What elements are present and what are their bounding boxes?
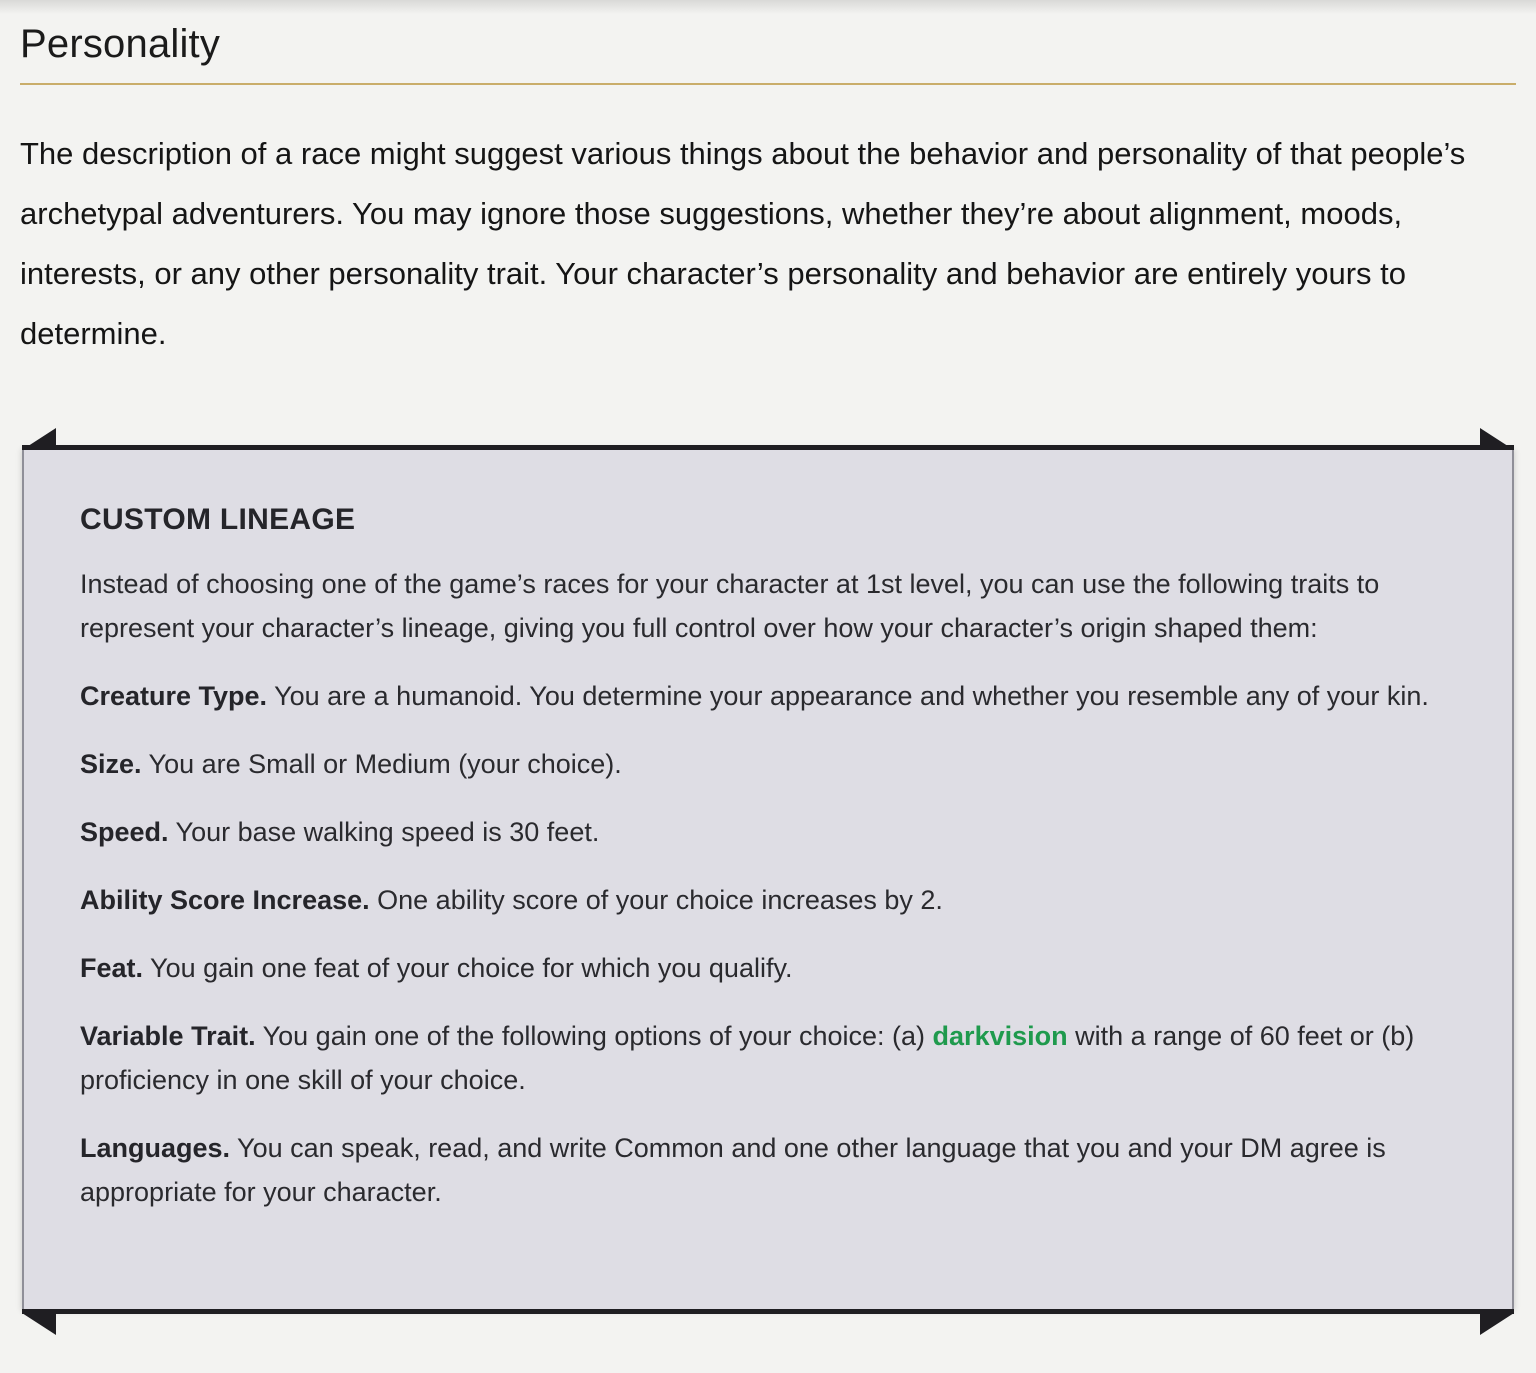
trait-name: Size. bbox=[80, 749, 142, 779]
trait-name: Ability Score Increase. bbox=[80, 885, 370, 915]
sidebar-top-rule bbox=[22, 445, 1514, 450]
trait-text: with a range of 60 feet or (b) proficiency in one skill of your choice. bbox=[80, 1021, 1415, 1095]
trait-text: You are a humanoid. You determine your appearance and whether you resemble any of your kin. bbox=[267, 681, 1429, 711]
trait-name: Creature Type. bbox=[80, 681, 268, 711]
trait-text: You gain one feat of your choice for which you qualify. bbox=[143, 953, 793, 983]
section-intro-paragraph: The description of a race might suggest various things about the behavior and personality of that people’s archetypal adventurers. You may ignore those suggestions, whether they’re about alignment, moods, interests, or any other personality trait. Your character’s personality and behavior are entirely yours to determine. bbox=[20, 136, 1466, 351]
trait-feat bbox=[80, 946, 1470, 990]
sidebar-content bbox=[80, 500, 1470, 1238]
trait-name: Speed. bbox=[80, 817, 169, 847]
trait-size bbox=[80, 742, 1470, 786]
trait-speed bbox=[80, 810, 1470, 854]
trait-name: Variable Trait. bbox=[80, 1021, 256, 1051]
heading-divider bbox=[20, 83, 1516, 85]
trait-text: You can speak, read, and write Common and one other language that you and your DM agree is appropriate for your character. bbox=[80, 1133, 1386, 1207]
page-top-shadow bbox=[0, 0, 1536, 14]
trait-variable-trait bbox=[80, 1014, 1470, 1102]
trait-creature-type bbox=[80, 674, 1470, 718]
sidebar-corner-top-right bbox=[1480, 428, 1514, 450]
section-heading: Personality bbox=[20, 22, 221, 66]
sidebar-bottom-rule bbox=[22, 1309, 1514, 1314]
trait-name: Feat. bbox=[80, 953, 144, 983]
darkvision-link[interactable]: darkvision bbox=[932, 1021, 1068, 1051]
sidebar-corner-bottom-right bbox=[1480, 1313, 1514, 1335]
trait-text: Your base walking speed is 30 feet. bbox=[168, 817, 600, 847]
trait-text: You are Small or Medium (your choice). bbox=[141, 749, 622, 779]
trait-text: You gain one of the following options of your choice: (a) bbox=[255, 1021, 933, 1051]
sidebar-intro-paragraph: Instead of choosing one of the game’s races for your character at 1st level, you can use the following traits to represent your character’s lineage, giving you full control over how your character’s origin shaped them: bbox=[80, 569, 1380, 643]
sidebar-title: CUSTOM LINEAGE bbox=[80, 503, 356, 536]
trait-languages bbox=[80, 1126, 1470, 1214]
sidebar-corner-top-left bbox=[22, 428, 56, 450]
sidebar-corner-bottom-left bbox=[22, 1313, 56, 1335]
trait-ability-score-increase bbox=[80, 878, 1470, 922]
trait-name: Languages. bbox=[80, 1133, 231, 1163]
trait-text: One ability score of your choice increases by 2. bbox=[369, 885, 943, 915]
